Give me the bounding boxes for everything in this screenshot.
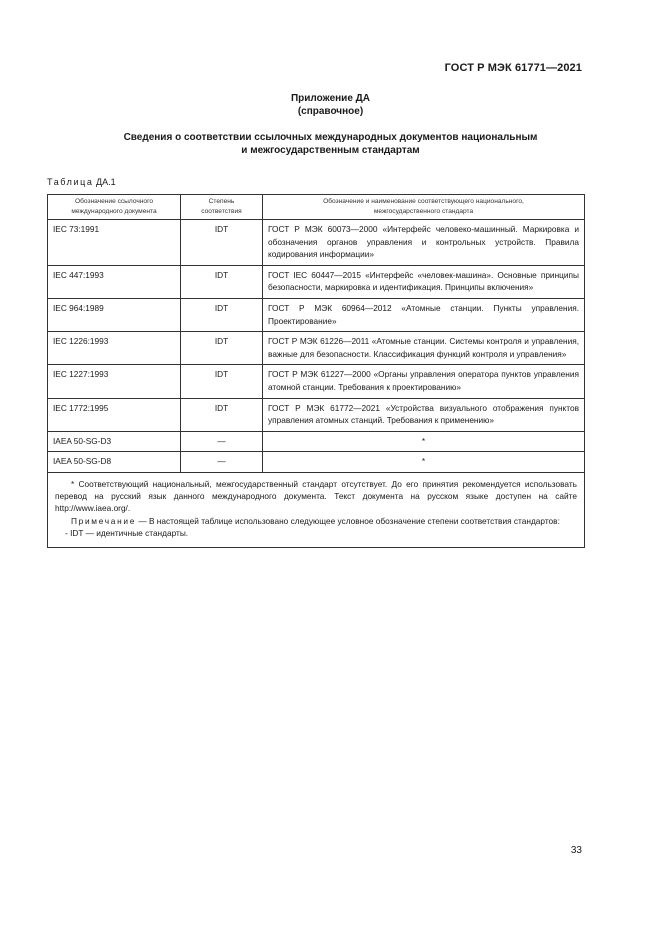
table-header-row xyxy=(48,195,585,220)
column-header-reference-line-2: международного документа xyxy=(71,208,157,215)
column-header-standard-line-2: межгосударственного стандарта xyxy=(373,208,474,215)
table-row xyxy=(48,365,585,398)
table-row xyxy=(48,332,585,365)
cell-reference: IEC 73:1991 xyxy=(48,220,181,266)
table-row xyxy=(48,431,585,452)
cell-reference: IEC 1227:1993 xyxy=(48,365,181,398)
table-caption-word: Таблица xyxy=(47,177,94,187)
appendix-subtitle: (справочное) xyxy=(297,106,364,117)
note xyxy=(55,515,577,527)
cell-standard: * xyxy=(263,431,585,452)
section-heading-line-1: Сведения о соответствии ссылочных международных документов национальным xyxy=(123,132,538,143)
cell-standard: ГОСТ Р МЭК 60073—2000 «Интерфейс человеко-машинный. Маркировка и обозначения органов управления и контрольных устройств. Правила кодирования информации» xyxy=(263,220,585,266)
note-text: — В настоящей таблице использовано следующее условное обозначение степени соответствия стандартов: xyxy=(136,515,560,526)
cell-degree: IDT xyxy=(181,332,263,365)
section-heading-line-2: и межгосударственным стандартам xyxy=(241,145,420,156)
cell-degree: IDT xyxy=(181,398,263,431)
cell-degree: IDT xyxy=(181,220,263,266)
note-list-item: - IDT — идентичные стандарты. xyxy=(65,527,189,538)
cell-reference: IEC 1226:1993 xyxy=(48,332,181,365)
cell-standard: ГОСТ Р МЭК 60964—2012 «Атомные станции. Пункты управления. Проектирование» xyxy=(263,298,585,331)
cell-reference: IEC 1772:1995 xyxy=(48,398,181,431)
document-code: ГОСТ Р МЭК 61771—2021 xyxy=(444,62,582,74)
cell-degree: IDT xyxy=(181,298,263,331)
column-header-degree-line-2: соответствия xyxy=(201,208,242,215)
cell-standard: * xyxy=(263,452,585,473)
column-header-standard xyxy=(263,195,585,220)
note-label: Примечание xyxy=(71,515,137,526)
table-caption xyxy=(47,177,116,188)
cell-degree: — xyxy=(181,452,263,473)
column-header-reference xyxy=(48,195,181,220)
footnote-cell xyxy=(48,472,585,547)
column-header-standard-line-1: Обозначение и наименование соответствующего национального, xyxy=(323,198,524,205)
cell-degree: IDT xyxy=(181,365,263,398)
table-caption-number: ДА.1 xyxy=(96,177,116,187)
cell-standard: ГОСТ IEC 60447—2015 «Интерфейс «человек-машина». Основные принципы безопасности, маркировка и идентификация. Принципы включения» xyxy=(263,265,585,298)
table-row xyxy=(48,220,585,266)
column-header-degree xyxy=(181,195,263,220)
cell-reference: IAEA 50-SG-D3 xyxy=(48,431,181,452)
cell-degree: IDT xyxy=(181,265,263,298)
footnote-text: * Соответствующий национальный, межгосударственный стандарт отсутствует. До его принятия рекомендуется использовать перевод на русский язык данного международного документа. Текст документа на русском языке доступен на сайте http://www.iaea.org/. xyxy=(55,478,577,514)
cell-standard: ГОСТ Р МЭК 61772—2021 «Устройства визуального отображения пунктов управления атомных станций. Требования к применению» xyxy=(263,398,585,431)
correspondence-table xyxy=(47,194,585,548)
cell-reference: IEC 964:1989 xyxy=(48,298,181,331)
table-row xyxy=(48,265,585,298)
section-heading xyxy=(0,131,661,157)
table-row xyxy=(48,398,585,431)
cell-reference: IEC 447:1993 xyxy=(48,265,181,298)
cell-reference: IAEA 50-SG-D8 xyxy=(48,452,181,473)
appendix-title: Приложение ДА xyxy=(290,93,371,104)
cell-standard: ГОСТ Р МЭК 61226—2011 «Атомные станции. Системы контроля и управления, важные для безопасности. Классификация функций контроля и управления» xyxy=(263,332,585,365)
page-number: 33 xyxy=(570,845,582,856)
column-header-reference-line-1: Обозначение ссылочного xyxy=(74,198,154,205)
appendix-block xyxy=(0,92,661,118)
cell-degree: — xyxy=(181,431,263,452)
table-footnote-row xyxy=(48,472,585,547)
table-row xyxy=(48,298,585,331)
table-row xyxy=(48,452,585,473)
column-header-degree-line-1: Степень xyxy=(208,198,235,205)
cell-standard: ГОСТ Р МЭК 61227—2000 «Органы управления оператора пунктов управления атомной станции. Требования к проектированию» xyxy=(263,365,585,398)
